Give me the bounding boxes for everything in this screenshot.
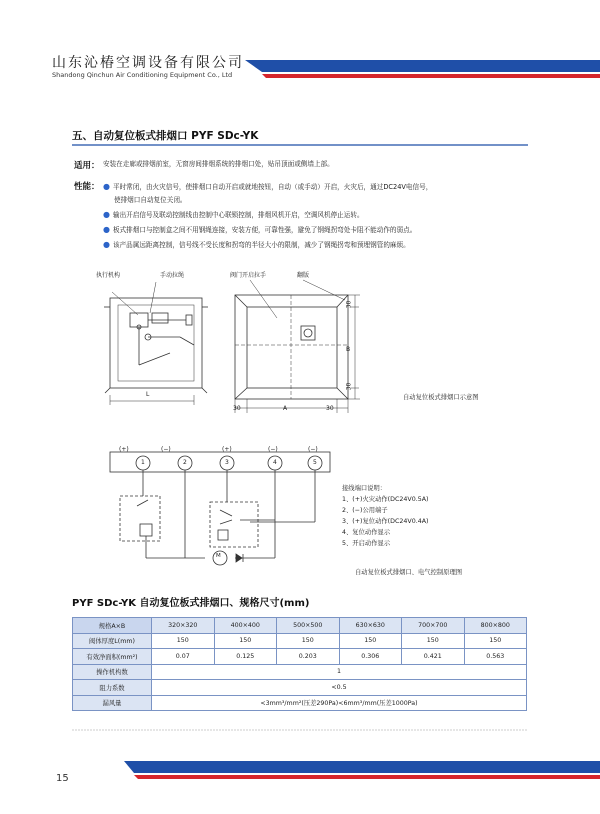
- table-row: [73, 633, 527, 649]
- terminal-5-sign: (−): [308, 446, 318, 453]
- side-view-drawing: [90, 265, 210, 415]
- dim-30-bottom: 30: [345, 382, 353, 391]
- table-cell: 150: [339, 633, 402, 649]
- table-cell: 800×800: [464, 618, 527, 634]
- label-flange: 翻版: [297, 272, 310, 279]
- table-cell: 150: [464, 633, 527, 649]
- apply-text: 安装在走廊或排烟前室，无窗房间排烟系统的排烟口处，贴吊顶面或侧墙上部。: [103, 160, 334, 168]
- table-header-row: [73, 618, 527, 634]
- terminal-1-sign: (+): [119, 446, 129, 453]
- table-cell: 630×630: [339, 618, 402, 634]
- bullet-icon: ●: [103, 240, 110, 249]
- table-cell: 150: [214, 633, 277, 649]
- row-label: 阻力系数: [73, 680, 152, 696]
- table-cell: 0.421: [402, 649, 465, 665]
- table-cell: 0.563: [464, 649, 527, 665]
- table-cell: 0.07: [152, 649, 215, 665]
- row-label: 阀体厚度L(mm): [73, 633, 152, 649]
- feature-item: ● 平时常闭，由火灾信号，使排烟口自动开启或就地按钮，自动（或手动）开启，火灾后，通过DC24V电信号，: [103, 182, 433, 191]
- feature-item: ● 板式排烟口与控制盒之间不用钢绳连接，安装方便，可靠性强，避免了钢绳拐弯处卡阻不能动作的弱点。: [103, 225, 417, 234]
- section-title: 五、自动复位板式排烟口 PYF SDc-YK: [72, 130, 259, 142]
- table-cell-merged: <3mm³/mm²(压差290Pa)<6mm³/mm(压差1000Pa): [152, 695, 527, 711]
- table-cell: 150: [277, 633, 340, 649]
- bullet-icon: ●: [103, 210, 110, 219]
- title-underline: [72, 144, 528, 148]
- terminal-4-sign: (−): [268, 446, 278, 453]
- table-row: [73, 664, 527, 680]
- table-cell-merged: 1: [152, 664, 527, 680]
- footer-stripes: [0, 728, 600, 782]
- row-label: 漏风量: [73, 695, 152, 711]
- row-label: 操作机构数: [73, 664, 152, 680]
- terminal-5-number: 5: [313, 459, 317, 466]
- dim-30-left: 30: [233, 405, 241, 412]
- feature-label: 性能：: [74, 182, 100, 192]
- row-label: 有效净面积(mm²): [73, 649, 152, 665]
- table-cell: 0.306: [339, 649, 402, 665]
- header-stripes: [0, 55, 600, 81]
- label-B: B: [346, 346, 351, 353]
- label-actuator: 执行机构: [96, 272, 121, 279]
- dim-30-top: 30: [345, 300, 353, 309]
- figure2-caption: 自动复位板式排烟口、电气控制原理图: [355, 569, 463, 576]
- figure1-caption: 自动复位板式排烟口示意图: [403, 394, 479, 401]
- table-title: PYF SDc-YK 自动复位板式排烟口、规格尺寸(mm): [72, 598, 310, 609]
- label-A: A: [283, 405, 288, 412]
- label-manual-pull: 手动拉绳: [160, 272, 185, 279]
- table-cell: 700×700: [402, 618, 465, 634]
- table-cell: 0.203: [277, 649, 340, 665]
- terminal-3-sign: (+): [222, 446, 232, 453]
- wiring-note: 2、(−)公用端子: [342, 507, 388, 514]
- bullet-icon: ●: [103, 182, 110, 191]
- spec-table: [72, 617, 527, 711]
- feature-item-continued: 使排烟口自动复位关闭。: [114, 196, 187, 204]
- wiring-diagram: [100, 440, 340, 570]
- table-cell-merged: <0.5: [152, 680, 527, 696]
- wiring-notes-title: 接线端口说明：: [342, 485, 387, 492]
- table-cell: 150: [402, 633, 465, 649]
- terminal-2-sign: (−): [161, 446, 171, 453]
- table-cell: 500×500: [277, 618, 340, 634]
- label-valve-handle: 阀门开启拉手: [230, 272, 267, 279]
- table-cell: 0.125: [214, 649, 277, 665]
- wiring-note: 4、复位动作显示: [342, 529, 391, 536]
- table-row: [73, 649, 527, 665]
- table-row: [73, 695, 527, 711]
- motor-symbol: M: [216, 553, 221, 559]
- dim-30-right: 30: [326, 405, 334, 412]
- terminal-1-number: 1: [141, 459, 145, 466]
- table-cell: 400×400: [214, 618, 277, 634]
- bullet-icon: ●: [103, 225, 110, 234]
- company-name-cn: 山东沁椿空调设备有限公司: [52, 55, 244, 71]
- table-cell: 320×320: [152, 618, 215, 634]
- label-L: L: [146, 391, 150, 398]
- table-row: [73, 680, 527, 696]
- table-cell: 150: [152, 633, 215, 649]
- terminal-2-number: 2: [183, 459, 187, 466]
- wiring-note: 1、(+)火灾动作(DC24V0.5A): [342, 496, 429, 503]
- wiring-note: 5、开启动作显示: [342, 540, 391, 547]
- page-number: 15: [56, 773, 69, 784]
- wiring-note: 3、(+)复位动作(DC24V0.4A): [342, 518, 429, 525]
- table-header-label: 规格A×B: [73, 618, 152, 634]
- feature-item: ● 该产品属远距离控制，信号线不受长度和拐弯的半径大小的限制，减少了钢绳拐弯和预埋钢管的麻烦。: [103, 240, 410, 249]
- front-view-drawing: [225, 278, 365, 418]
- terminal-3-number: 3: [225, 459, 229, 466]
- feature-item: ● 输出开启信号及联动控制线由控制中心联锁控制，排烟风机开启，空调风机停止运转。: [103, 210, 364, 219]
- apply-label: 适用：: [74, 161, 100, 171]
- company-name-en: Shandong Qinchun Air Conditioning Equipment Co., Ltd: [52, 71, 233, 79]
- terminal-4-number: 4: [273, 459, 277, 466]
